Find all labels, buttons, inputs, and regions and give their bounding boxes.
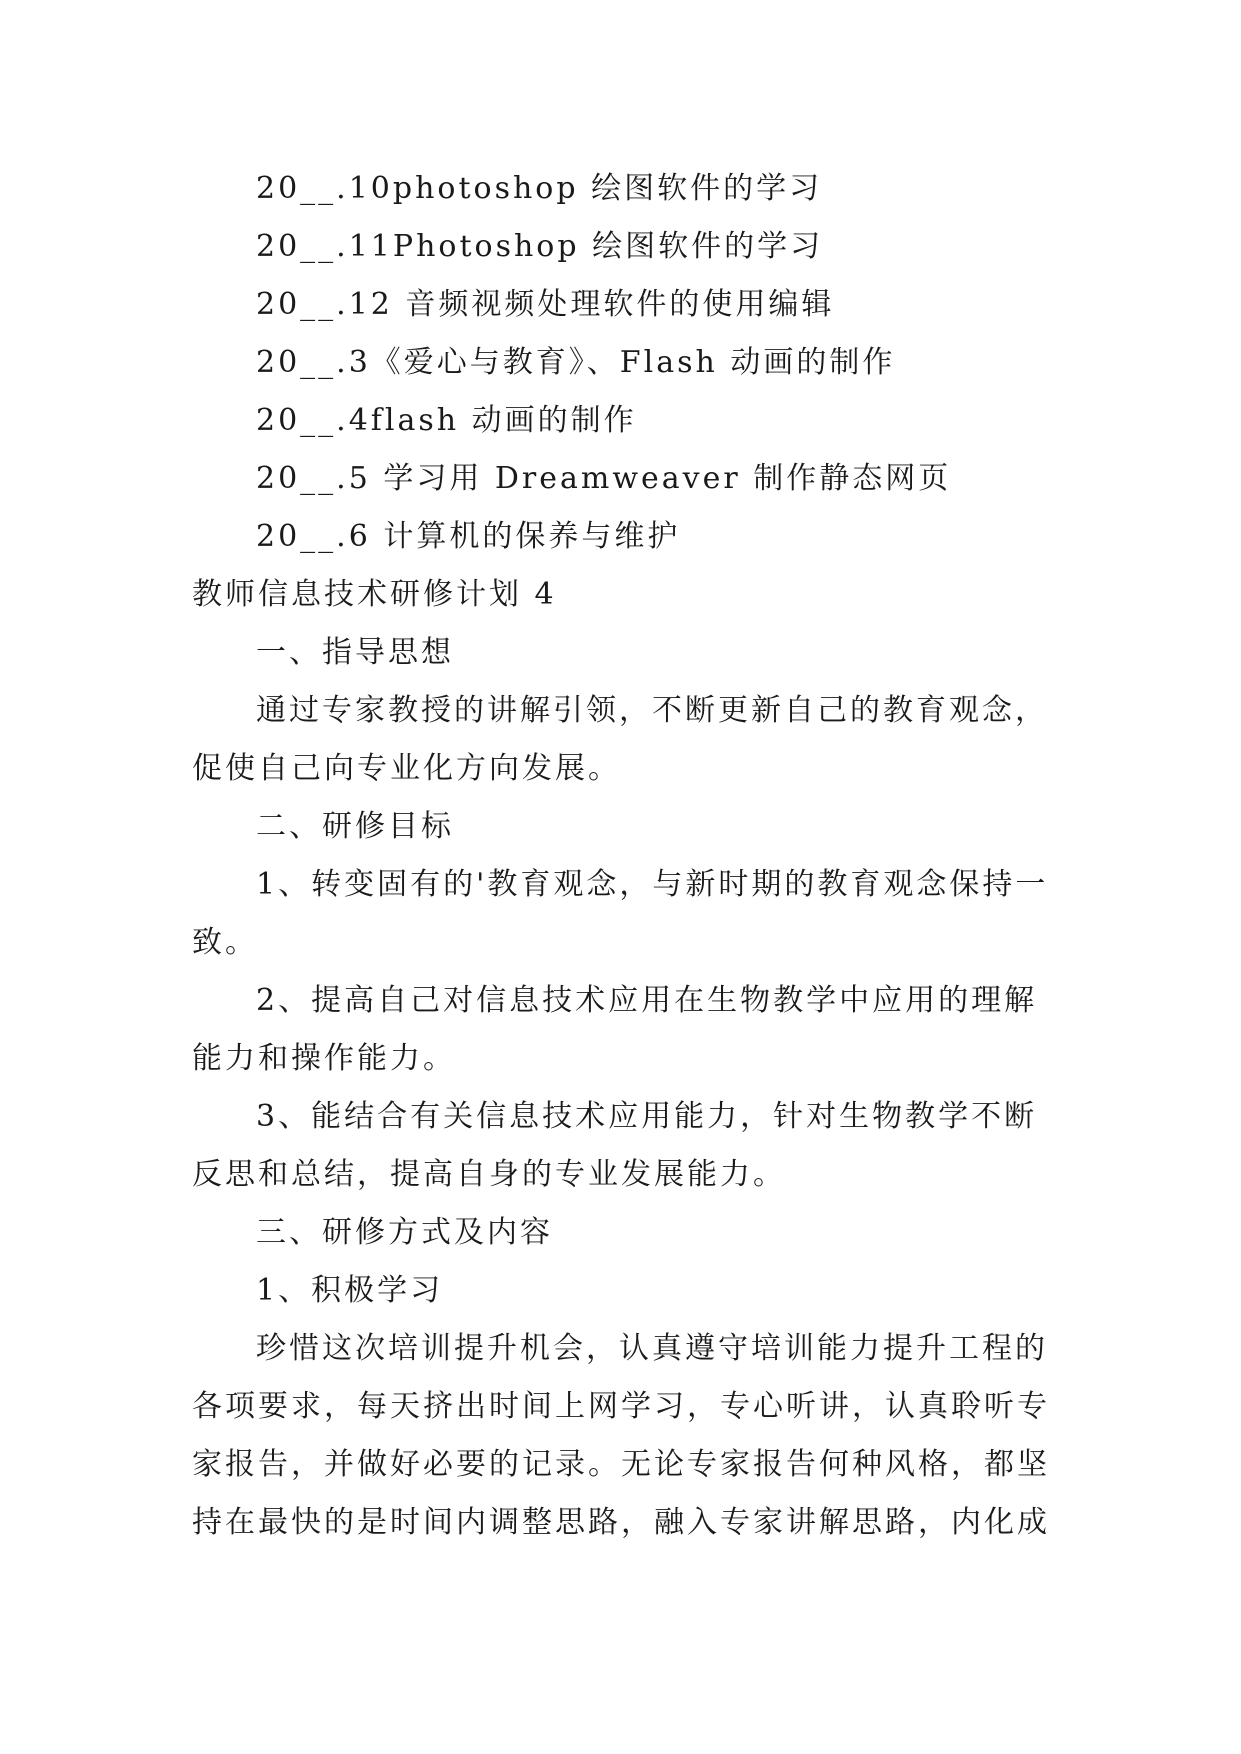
goal-line: 反思和总结，提高自身的专业发展能力。 bbox=[192, 1157, 786, 1192]
goal-line: 致。 bbox=[192, 925, 258, 960]
section-title: 教师信息技术研修计划 4 bbox=[192, 577, 557, 612]
sub-heading-active-learning: 1、积极学习 bbox=[256, 1273, 444, 1308]
schedule-list bbox=[192, 160, 1062, 566]
paragraph-line: 促使自己向专业化方向发展。 bbox=[192, 751, 621, 786]
schedule-item: 20__.10photoshop 绘图软件的学习 bbox=[256, 171, 823, 206]
paragraph-line: 各项要求，每天挤出时间上网学习，专心听讲，认真聆听专 bbox=[192, 1389, 1050, 1424]
schedule-item: 20__.12 音频视频处理软件的使用编辑 bbox=[256, 287, 835, 322]
goal-line: 2、提高自己对信息技术应用在生物教学中应用的理解 bbox=[256, 983, 1038, 1018]
heading-methods-content: 三、研修方式及内容 bbox=[256, 1215, 553, 1250]
goal-line: 能力和操作能力。 bbox=[192, 1041, 456, 1076]
schedule-item: 20__.6 计算机的保养与维护 bbox=[256, 519, 681, 554]
paragraph-line: 通过专家教授的讲解引领，不断更新自己的教育观念， bbox=[256, 693, 1048, 728]
paragraph-line: 珍惜这次培训提升机会，认真遵守培训能力提升工程的 bbox=[256, 1331, 1048, 1366]
heading-training-goals: 二、研修目标 bbox=[256, 809, 454, 844]
schedule-item: 20__.11Photoshop 绘图软件的学习 bbox=[256, 229, 824, 264]
paragraph-line: 家报告，并做好必要的记录。无论专家报告何种风格，都坚 bbox=[192, 1447, 1050, 1482]
schedule-item: 20__.4flash 动画的制作 bbox=[256, 403, 637, 438]
schedule-item: 20__.3《爱心与教育》、Flash 动画的制作 bbox=[256, 345, 896, 380]
schedule-item: 20__.5 学习用 Dreamweaver 制作静态网页 bbox=[256, 461, 952, 496]
document-body bbox=[192, 160, 1062, 1552]
goal-line: 1、转变固有的'教育观念，与新时期的教育观念保持一 bbox=[256, 867, 1049, 902]
goal-line: 3、能结合有关信息技术应用能力，针对生物教学不断 bbox=[256, 1099, 1038, 1134]
heading-guiding-thought: 一、指导思想 bbox=[256, 635, 454, 670]
paragraph-line: 持在最快的是时间内调整思路，融入专家讲解思路，内化成 bbox=[192, 1505, 1050, 1540]
